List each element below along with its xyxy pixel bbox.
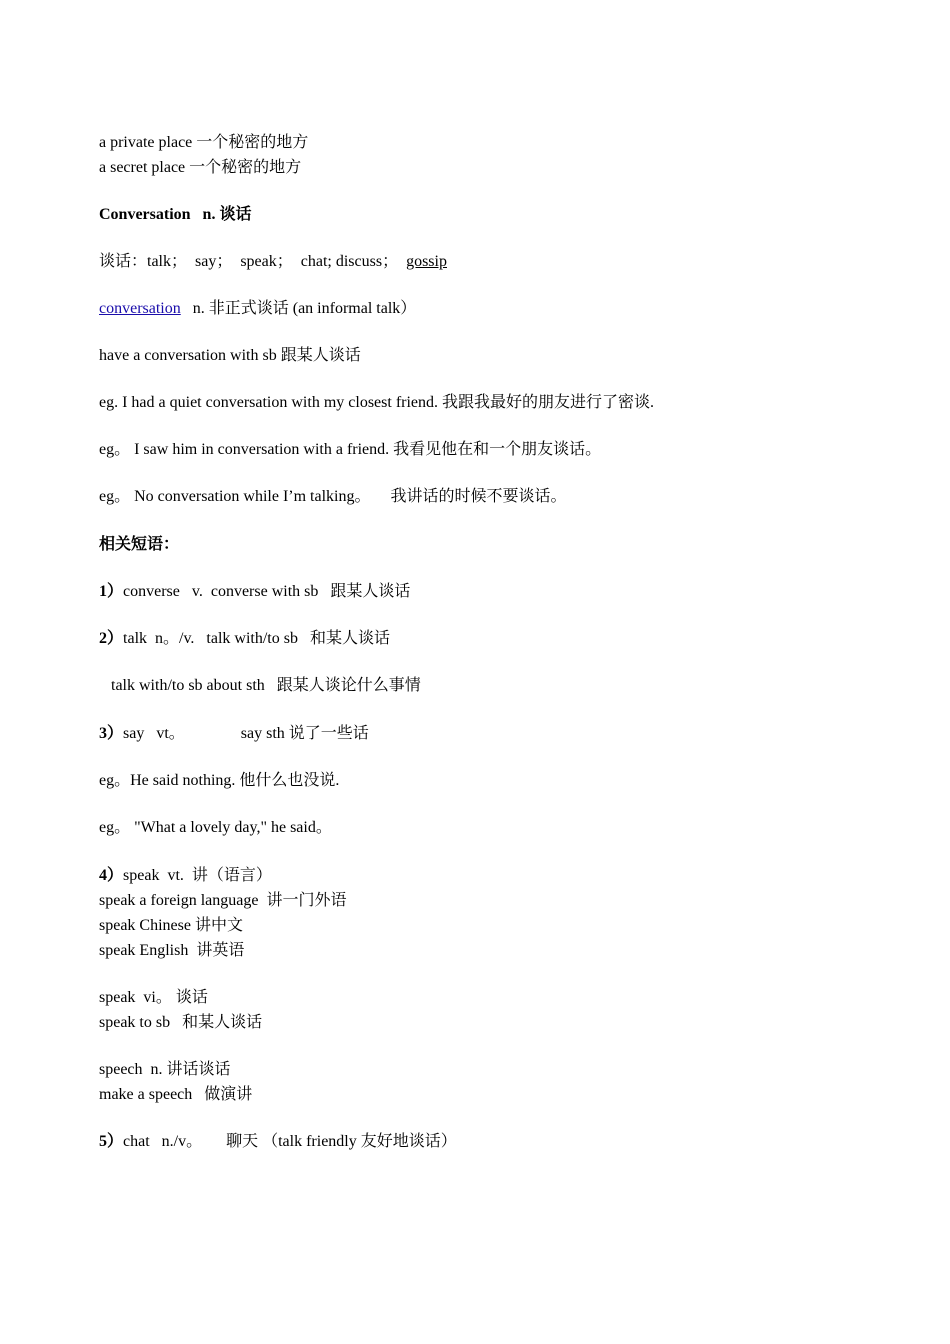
phrase-1-number: 1） — [99, 583, 124, 600]
phrase-private-place: a private place 一个秘密的地方 — [99, 134, 309, 151]
phrase-4-number: 4） — [99, 867, 124, 884]
phrase-secret-place: a secret place 一个秘密的地方 — [99, 159, 302, 176]
phrase-5 — [99, 1132, 457, 1152]
related-phrases-heading: 相关短语： — [99, 536, 180, 553]
phrase-2-number: 2） — [99, 630, 124, 647]
phrase-4-c: speak English 讲英语 — [99, 942, 245, 959]
section-heading: Conversation n. 谈话 — [99, 206, 252, 223]
conversation-def-text: n. 非正式谈话 (an informal talk） — [180, 300, 417, 317]
phrase-1-text: converse v. converse with sb 跟某人谈话 — [123, 583, 411, 600]
example-3: eg。 No conversation while I’m talking。 我讲话的时候不要谈话。 — [99, 488, 567, 505]
phrase-5-number: 5） — [99, 1133, 124, 1150]
phrase-4-b: speak Chinese 讲中文 — [99, 917, 243, 934]
have-conversation-phrase: have a conversation with sb 跟某人谈话 — [99, 347, 361, 364]
phrase-3-example-1: eg。He said nothing. 他什么也没说. — [99, 772, 340, 789]
phrase-4-g: make a speech 做演讲 — [99, 1086, 253, 1103]
phrase-4-a: speak a foreign language 讲一门外语 — [99, 892, 347, 909]
phrase-3-example-2: eg。 "What a lovely day," he said。 — [99, 819, 332, 836]
phrase-3 — [99, 724, 369, 744]
phrase-3-text: say vt。 say sth 说了一些话 — [123, 725, 369, 742]
phrase-5-text: chat n./v。 聊天 （talk friendly 友好地谈话） — [123, 1133, 457, 1150]
example-1: eg. I had a quiet conversation with my closest friend. 我跟我最好的朋友进行了密谈. — [99, 394, 655, 411]
phrase-3-number: 3） — [99, 725, 124, 742]
phrase-2 — [99, 629, 390, 649]
phrase-2-sub: talk with/to sb about sth 跟某人谈论什么事情 — [99, 677, 421, 694]
conversation-link[interactable]: conversation — [99, 300, 181, 317]
phrase-1 — [99, 582, 410, 602]
phrase-4-d: speak vi。 谈话 — [99, 989, 208, 1006]
phrase-4-text: speak vt. 讲（语言） — [123, 867, 272, 884]
synonyms-line — [99, 252, 447, 272]
phrase-4-e: speak to sb 和某人谈话 — [99, 1014, 263, 1031]
example-2: eg。 I saw him in conversation with a friend. 我看见他在和一个朋友谈话。 — [99, 441, 602, 458]
phrase-2-text: talk n。/v. talk with/to sb 和某人谈话 — [123, 630, 390, 647]
synonyms-text: 谈话：talk； say； speak； chat; discuss； — [99, 253, 407, 270]
gossip-word: gossip — [406, 253, 447, 270]
phrase-4 — [99, 866, 272, 886]
conversation-definition — [99, 299, 416, 319]
phrase-4-f: speech n. 讲话谈话 — [99, 1061, 231, 1078]
